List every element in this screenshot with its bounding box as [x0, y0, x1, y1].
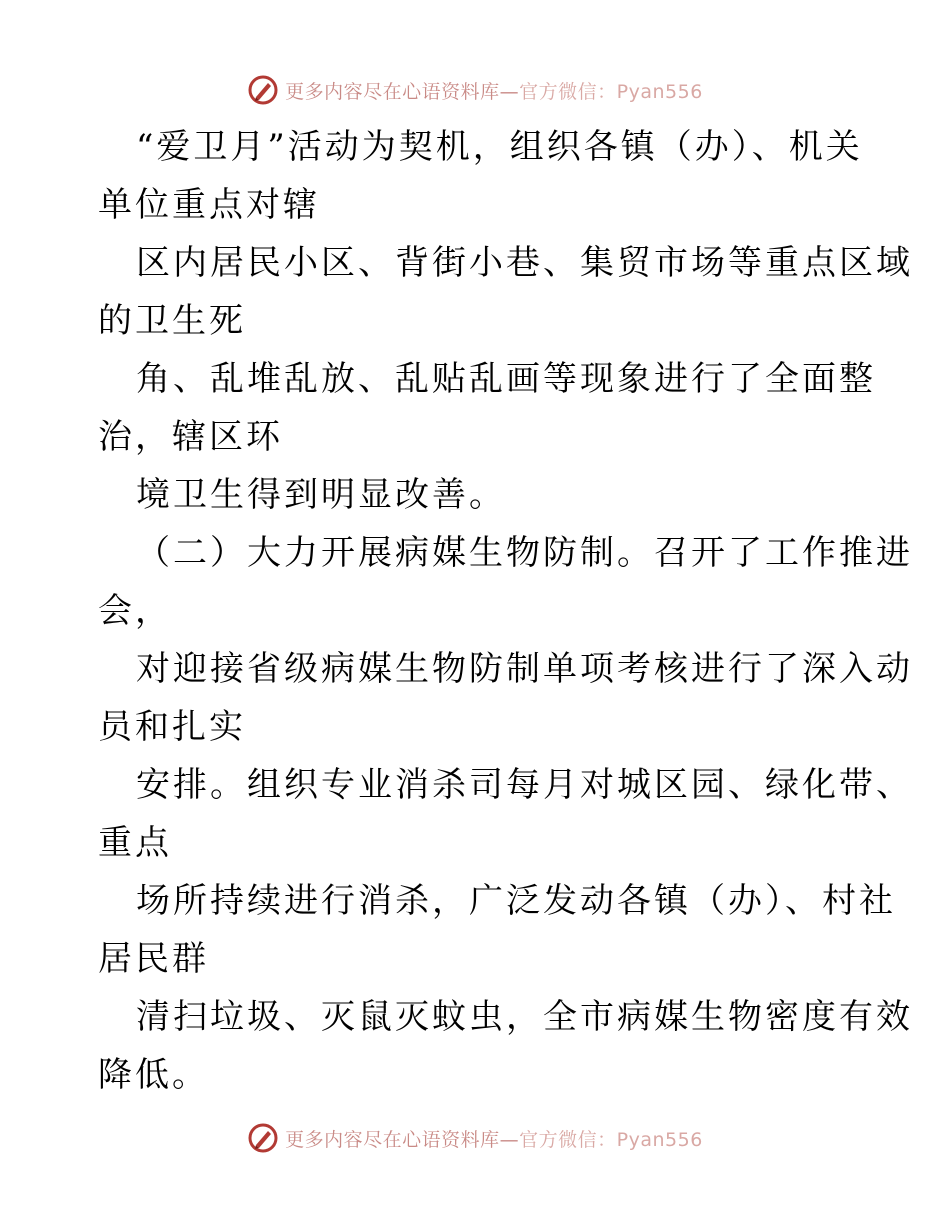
text-line: 降低。 — [98, 1055, 209, 1095]
pen-logo-icon — [247, 74, 279, 106]
watermark-text: 更多内容尽在心语资料库—官方微信：Pyan556 — [285, 1128, 703, 1151]
footer-watermark — [0, 1118, 950, 1158]
text-line: 单位重点对辖 — [98, 185, 320, 225]
text-line: “爱卫月”活动为契机，组织各镇（办）、机关 — [136, 127, 863, 167]
text-line: 清扫垃圾、灭鼠灭蚊虫，全市病媒生物密度有效 — [136, 997, 913, 1037]
text-line: 境卫生得到明显改善。 — [136, 475, 506, 515]
text-line: 安排。组织专业消杀司每月对城区园、绿化带、 — [136, 765, 913, 805]
text-line: 的卫生死 — [98, 301, 246, 341]
header-watermark — [0, 70, 950, 110]
document-body — [98, 118, 913, 1104]
text-line: 重点 — [98, 823, 172, 863]
text-line: 角、乱堆乱放、乱贴乱画等现象进行了全面整 — [136, 359, 876, 399]
text-line: 区内居民小区、背街小巷、集贸市场等重点区域 — [136, 243, 913, 283]
text-line: （二）大力开展病媒生物防制。召开了工作推进 — [136, 533, 913, 573]
text-line: 会， — [98, 591, 172, 631]
text-line: 对迎接省级病媒生物防制单项考核进行了深入动 — [136, 649, 913, 689]
text-line: 员和扎实 — [98, 707, 246, 747]
text-line: 治，辖区环 — [98, 417, 283, 457]
text-line: 居民群 — [98, 939, 209, 979]
text-line: 场所持续进行消杀，广泛发动各镇（办）、村社 — [136, 881, 896, 921]
pen-logo-icon — [247, 1122, 279, 1154]
watermark-text: 更多内容尽在心语资料库—官方微信：Pyan556 — [285, 80, 703, 103]
